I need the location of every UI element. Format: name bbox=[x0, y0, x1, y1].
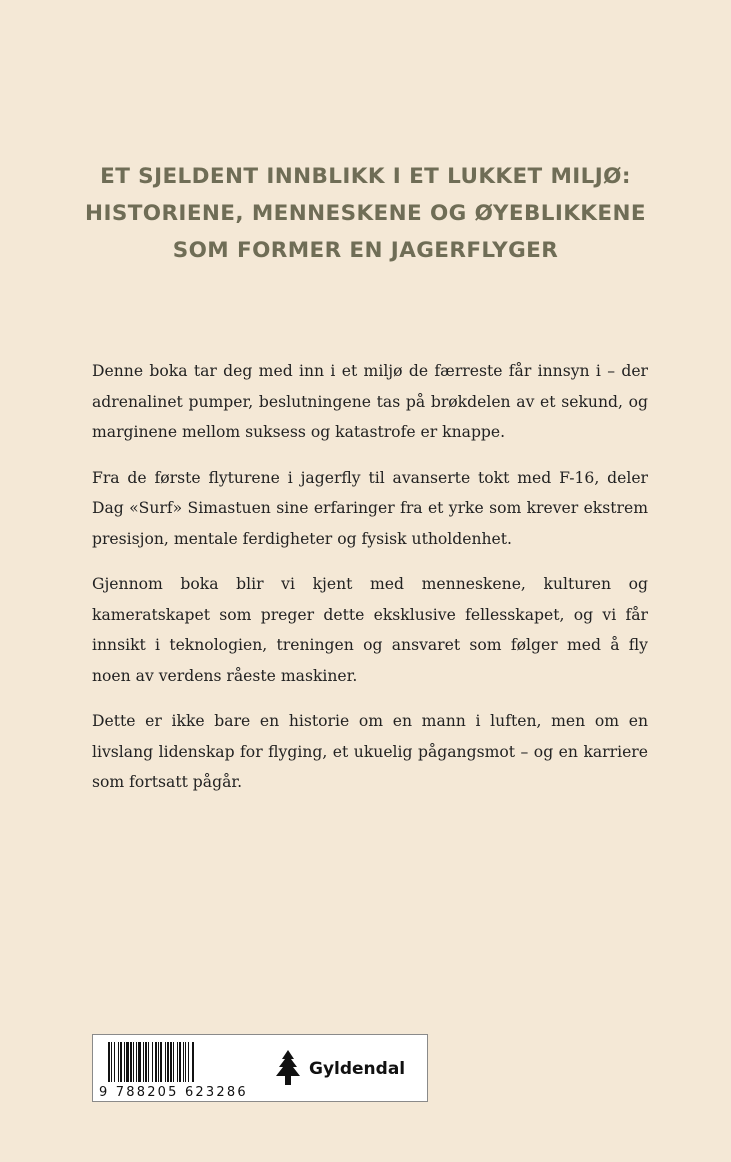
isbn-number: 9 788205 623286 bbox=[99, 1085, 248, 1100]
paragraph-3: Gjennom boka blir vi kjent med menneskene, kulturen og kameratskapet som preger dette eksklusive fellesskapet, og vi får innsikt i teknologien, treningen og ansvaret som følger med å fly noen av verdens råeste maskiner. bbox=[92, 575, 648, 685]
publisher-name: Gyldendal bbox=[309, 1059, 406, 1079]
headline-line-3: SOM FORMER EN JAGERFLYGER bbox=[172, 238, 559, 263]
headline-line-2: HISTORIENE, MENNESKENE OG ØYEBLIKKENE bbox=[85, 201, 646, 226]
paragraph-4: Dette er ikke bare en historie om en mann i luften, men om en livslang lidenskap for flyging, et ukuelig pågangsmot – og en karriere som fortsatt pågår. bbox=[92, 712, 648, 791]
paragraph-2: Fra de første flyturene i jagerfly til avanserte tokt med F-16, deler Dag «Surf» Simastuen sine erfaringer fra et yrke som krever ekstrem presisjon, mentale ferdigheter og fysisk utholdenhet. bbox=[92, 468, 648, 548]
barcode-panel bbox=[92, 1034, 428, 1102]
tree-icon bbox=[273, 1049, 303, 1089]
headline bbox=[0, 158, 731, 269]
paragraph-1: Denne boka tar deg med inn i et miljø de færreste får innsyn i – der adrenalinet pumper, beslutningene tas på brøkdelen av et sekund, og marginene mellom suksess og katastrofe er knappe. bbox=[92, 362, 648, 441]
blurb-text bbox=[92, 356, 648, 813]
publisher-logo bbox=[273, 1049, 405, 1089]
headline-line-1: ET SJELDENT INNBLIKK I ET LUKKET MILJØ: bbox=[100, 164, 631, 189]
barcode-icon bbox=[106, 1042, 256, 1084]
